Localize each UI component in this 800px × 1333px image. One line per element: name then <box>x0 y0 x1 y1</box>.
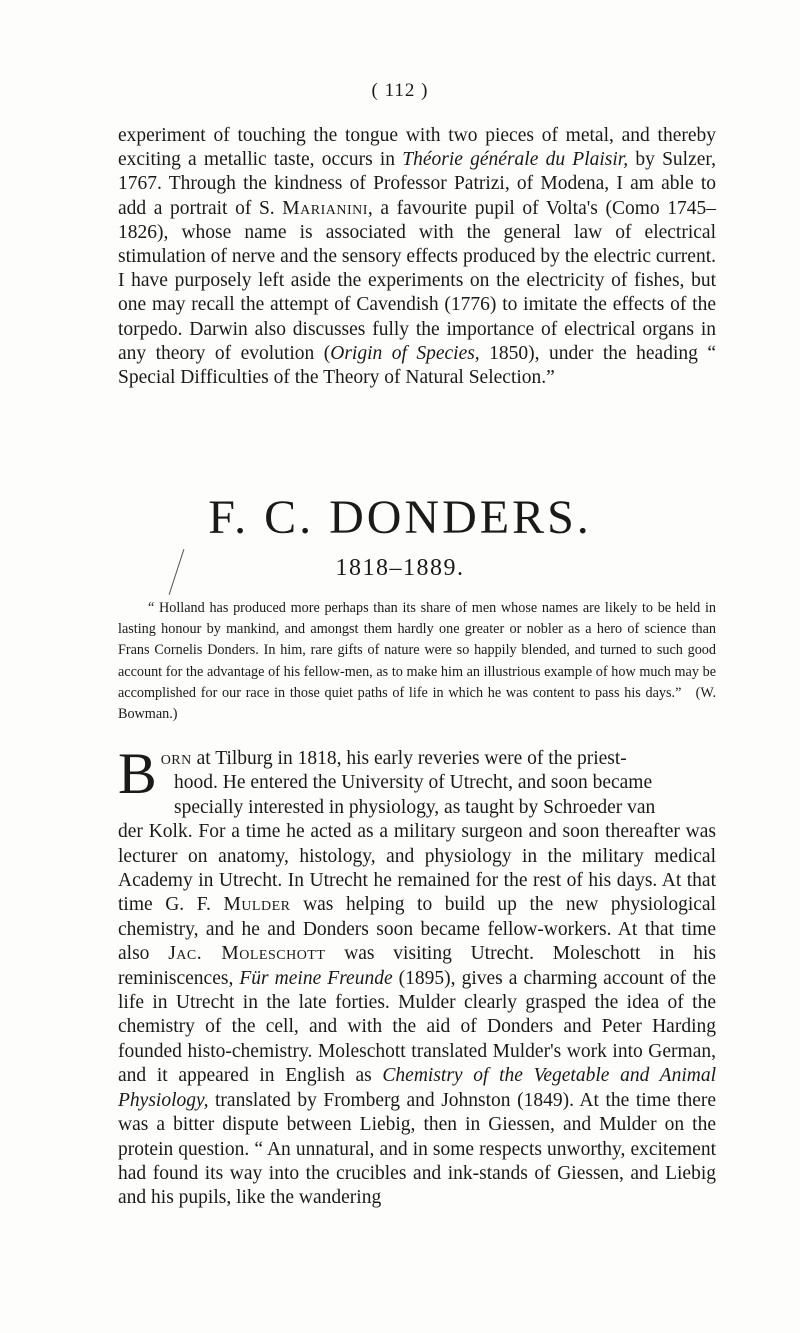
epigraph-quote <box>118 598 716 725</box>
intro-name-marianini: Marianini <box>282 197 368 219</box>
body-text-part: translated by Fromberg and Johnston (1849). At the time there was a bitter dispute between Liebig, then in Giessen, and Mulder on the protein question. “ An unnatural, and in some respects unworthy, excitement had found its way into the crucibles and ink-stands of Giessen, and Liebig and his pupils, like the wandering <box>118 1089 716 1209</box>
body-name-moleschott: Jac. Moleschott <box>168 943 326 965</box>
intro-italic-origin-of-species: Origin of Species, <box>330 342 480 364</box>
body-first-lines <box>118 747 716 771</box>
intro-text-part: by Sulzer, 1767. Through the kindness of Professor Patrizi, of Modena, I am able to add a portrait of S. <box>118 149 716 219</box>
body-first-word: orn <box>160 748 192 769</box>
body-line: specially interested in physiology, as taught by Schroeder van <box>174 796 656 818</box>
body-line: at Tilburg in 1818, his early reveries were of the priest- <box>191 748 627 769</box>
intro-italic-title: Théorie générale du Plaisir, <box>402 149 629 171</box>
body-text-part: der Kolk. For a time he acted as a military surgeon and soon thereafter was lecturer on anatomy, histology, and physiology in the military medical Academy in Utrecht. In Utrecht he remained for the rest of his days. At that time G. F. <box>118 821 716 916</box>
body-name-mulder: Mulder <box>223 894 291 916</box>
quote-body: “ Holland has produced more perhaps than its share of men whose names are likely to be held in lasting honour by mankind, and amongst them hardly one greater or nobler as a hero of science than Frans Cornelis Donders. In him, rare gifts of nature were so happily blended, and turned to such good account for the advantage of his fellow-men, as to make him an illustrious example of how much may be accomplished for our race in those quiet paths of life in which he was content to pass his days.” <box>118 600 716 701</box>
page-number: ( 112 ) <box>371 80 429 101</box>
chapter-dates: 1818–1889. <box>335 555 465 581</box>
quote-attribution: (W. Bowman.) <box>118 684 716 723</box>
intro-text-part: experiment of touching the tongue with two pieces of metal, and thereby exciting a metallic taste, occurs in <box>118 125 716 171</box>
intro-paragraph <box>118 124 716 390</box>
body-italic-chemistry-title: Chemistry of the Vegetable and Animal Physiology, <box>118 1065 716 1111</box>
intro-text-part: , a favourite pupil of Volta's (Como 1745–1826), whose name is associated with the general law of electrical stimulation of nerve and the sensory effects produced by the electric current. I have purposely left aside the experiments on the electricity of fishes, but one may recall the attempt of Cavendish (1776) to imitate the effects of the torpedo. Darwin also discusses fully the importance of electrical organs in any theory of evolution ( <box>118 197 716 364</box>
quote-text <box>118 598 716 725</box>
body-text-part: was helping to build up the new physiological chemistry, and he and Donders soon became fellow-workers. At that time also <box>118 894 716 965</box>
intro-text <box>118 124 716 390</box>
body-paragraph <box>118 741 716 1211</box>
body-text-rest <box>118 820 716 1211</box>
intro-text-part: 1850), under the heading “ Special Difficulties of the Theory of Natural Selection.” <box>118 342 716 389</box>
drop-cap: B <box>118 741 157 806</box>
body-text-part: (1895), gives a charming account of the life in Utrecht in the late forties. Mulder clearly grasped the idea of the chemistry of the cell, and with the aid of Donders and Peter Harding founded histo-chemistry. Moleschott translated Mulder's work into German, and it appeared in English as <box>118 967 716 1087</box>
body-line: hood. He entered the University of Utrecht, and soon became <box>174 772 653 794</box>
body-italic-fur-meine-freunde: Für meine Freunde <box>239 967 393 989</box>
body-text-part: was visiting Utrecht. Moleschott in his reminiscences, <box>118 943 716 989</box>
chapter-title: F. C. DONDERS. <box>208 491 592 544</box>
